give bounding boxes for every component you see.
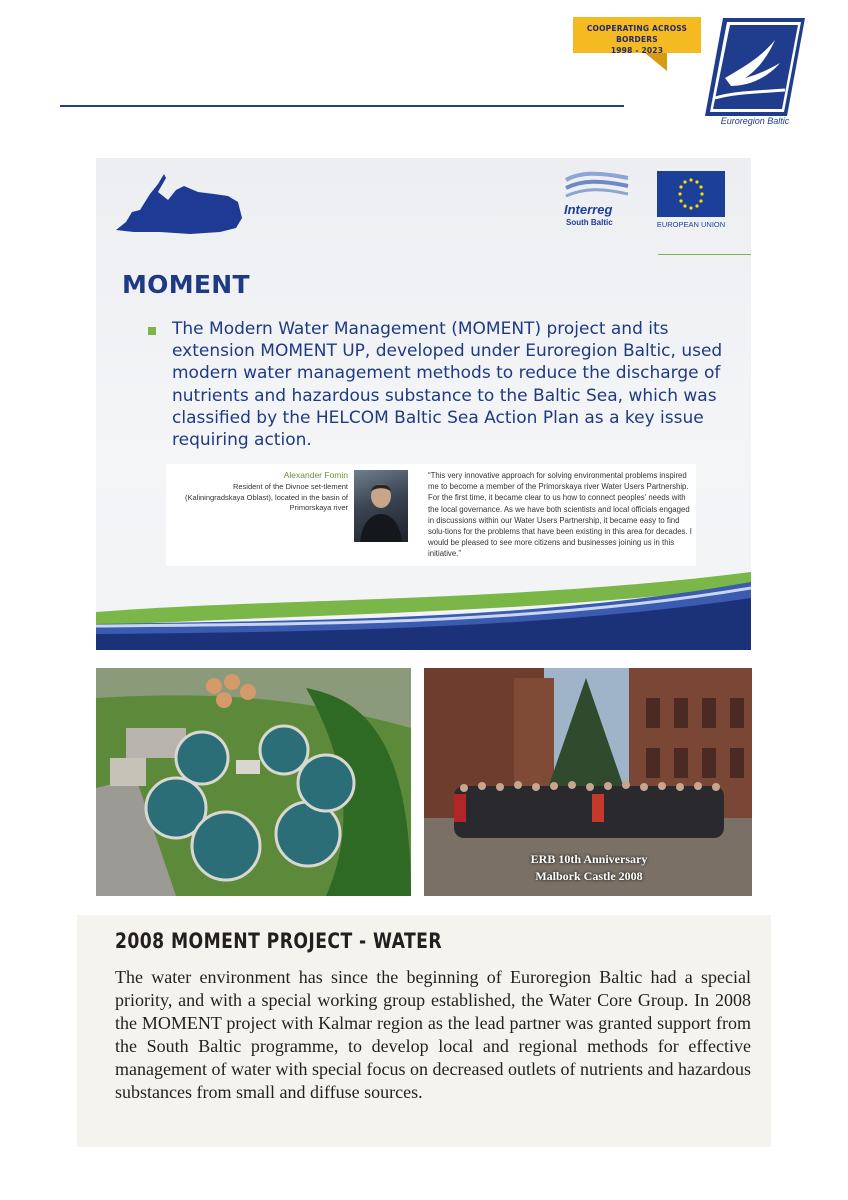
bullet-marker	[148, 327, 156, 335]
section-panel	[77, 915, 771, 1147]
water-treatment-plant-photo	[96, 668, 411, 896]
testimonial-portrait	[354, 470, 408, 542]
testimonial-description: Resident of the Divnoe set-tlement (Kaliningradskaya Oblast), located in the basin of Primorskaya river	[184, 482, 348, 512]
region-map-icon	[110, 170, 250, 240]
ribbon-line-1: COOPERATING ACROSS BORDERS	[586, 24, 688, 44]
moment-slide	[96, 158, 751, 650]
eu-label: EUROPEAN UNION	[656, 220, 726, 229]
slide-title: MOMENT	[122, 270, 250, 299]
slide-swoosh-decoration	[96, 568, 751, 650]
photo-caption-line-2: Malbork Castle 2008	[535, 869, 643, 883]
anniversary-ribbon	[573, 17, 705, 89]
slide-divider-accent	[658, 254, 751, 255]
interreg-waves-icon	[564, 170, 630, 200]
interreg-label: Interreg	[564, 202, 613, 217]
section-title: 2008 MOMENT PROJECT - WATER	[115, 929, 443, 953]
eu-flag-icon	[657, 171, 725, 217]
testimonial-box	[166, 464, 696, 566]
header-rule	[60, 105, 624, 107]
section-body: The water environment has since the beginning of Euroregion Baltic had a special priority, and with a special working group established, the Water Core Group. In 2008 the MOMENT project with Kalmar region as the lead partner was granted support from the South Baltic programme, to develop local and regional methods for effective management of water with special focus on decreased outlets of nutrients and hazardous substances from small and diffuse sources.	[115, 967, 751, 1102]
photo-caption-line-1: ERB 10th Anniversary	[530, 852, 648, 866]
euroregion-baltic-logo	[705, 18, 805, 116]
logo-caption: Euroregion Baltic	[720, 116, 790, 126]
testimonial-quote: “This very innovative approach for solving environmental problems inspired me to become a member of the Primorskaya river Water Users Partnership. For the first time, it became clear to us how to connect peoples' needs with the local governance. As we have both scientists and local officials engaged in discussions within our Water Users Partnership, it became easy to find solu-tions for the problems that have been existing in this area for decades. I would be pleased to see more citizens and businesses joining us in this initiative.”	[428, 471, 692, 559]
interreg-sublabel: South Baltic	[566, 218, 613, 227]
photo-caption	[494, 851, 684, 885]
ribbon-text	[573, 23, 701, 56]
slide-body: The Modern Water Management (MOMENT) project and its extension MOMENT UP, developed under Euroregion Baltic, used modern water management methods to reduce the discharge of nutrients and hazardous substance to the Baltic Sea, which was classified by the HELCOM Baltic Sea Action Plan as a key issue requiring action.	[172, 319, 723, 451]
testimonial-name: Alexander Fomin	[283, 470, 348, 480]
malbork-castle-group-photo	[424, 668, 752, 896]
ribbon-line-2: 1998 - 2023	[610, 46, 664, 55]
